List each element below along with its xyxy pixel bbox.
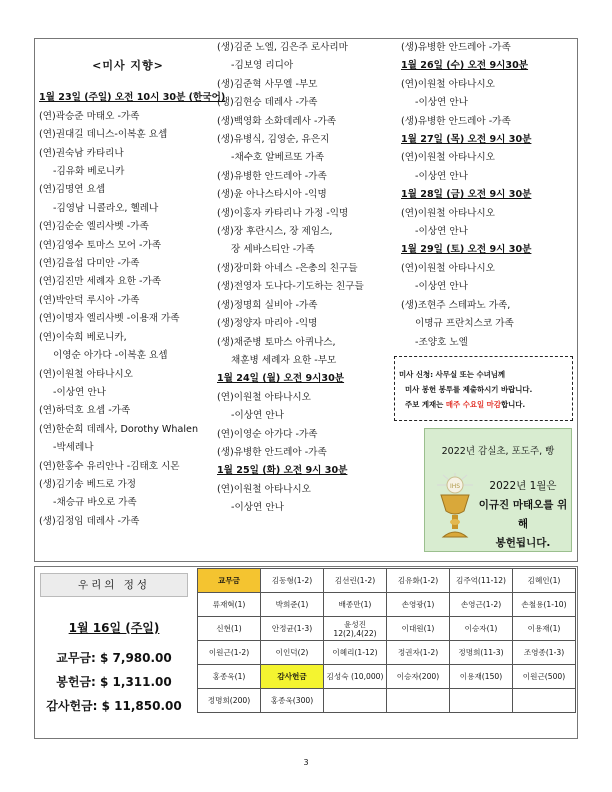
intention-line: 장 세바스티안 -가족: [231, 244, 315, 256]
donor-cell: 김성숙 (10,000): [324, 665, 387, 689]
intention-line: (생)정명희 실비아 -가족: [217, 299, 318, 311]
donor-cell: 이원근(500): [513, 665, 576, 689]
mass-request-notice: [394, 356, 573, 421]
donor-cell: 김선린(1-2): [324, 569, 387, 593]
donor-cell: [513, 689, 576, 713]
intentions-column-3: [401, 39, 577, 352]
intention-line: (연)이숙희 베로니카,: [39, 331, 127, 343]
donor-cell: 안정균(1-3): [261, 617, 324, 641]
notice-line-3a: 주보 게재는: [405, 400, 446, 409]
intentions-list-3: [401, 39, 577, 352]
intention-line: (생)김준 노엘, 김은주 로사리마: [217, 42, 348, 53]
notice-deadline: 매주 수요일 마감: [445, 400, 501, 409]
intention-line: (생)장 후란시스, 장 제임스,: [217, 226, 333, 238]
intention-line: (생)유병한 안드레아 -가족: [217, 446, 327, 458]
donor-cell: 손영광(1): [387, 593, 450, 617]
intention-line: (연)김진만 세례자 요한 -가족: [39, 276, 162, 288]
intention-line: 채훈병 세례자 요한 -부모: [231, 354, 337, 366]
donor-row: [198, 665, 576, 689]
intention-line: (연)김명연 요셉: [39, 184, 106, 196]
donor-cell: 이혜리(1-12): [324, 641, 387, 665]
offering-date: 1월 16일 (주일): [68, 621, 160, 635]
donor-cell: 감사헌금: [261, 665, 324, 689]
donor-cell: 배종만(1): [324, 593, 387, 617]
intention-line: (연)이명자 엘리사벳 -이용재 가족: [39, 313, 180, 325]
donor-cell: 이용재(1): [513, 617, 576, 641]
donor-cell: [450, 689, 513, 713]
mass-date-header: 1월 24일 (월) 오전 9시30분: [217, 373, 345, 385]
mass-date-header: 1월 23일 (주일) 오전 10시 30분 (한국어): [39, 92, 226, 104]
dedication-text: [477, 477, 569, 553]
notice-line-2: 미사 봉헌 봉투를 제출하시기 바랍니다.: [405, 385, 533, 394]
donor-cell: 김유화(1-2): [387, 569, 450, 593]
donor-cell: 김동형(1-2): [261, 569, 324, 593]
donor-cell: 이승자(200): [387, 665, 450, 689]
chalice-icon: [433, 471, 477, 545]
intention-line: (연)하덕호 요셉 -가족: [39, 405, 131, 417]
donor-cell: 박희준(1): [261, 593, 324, 617]
donor-cell: 김주억(11-12): [450, 569, 513, 593]
intention-line: (생)전영자 도나다-기도하는 친구들: [217, 281, 364, 293]
intention-line: (생)이홍자 카타리나 가정 -익명: [217, 207, 349, 219]
offering-summary: [35, 567, 193, 738]
intention-line: (연)김순순 엘리사벳 -가족: [39, 221, 149, 233]
intention-line: (연)이원철 아타나시오: [217, 483, 311, 495]
donor-row: [198, 569, 576, 593]
donor-cell: 정권자(1-2): [387, 641, 450, 665]
intention-line: -이상연 안나: [415, 281, 468, 293]
donor-cell: 류재혁(1): [198, 593, 261, 617]
intention-line: -김영남 니콜라오, 헬레나: [53, 202, 159, 214]
donor-row: [198, 689, 576, 713]
donor-cell: 교무금: [198, 569, 261, 593]
donor-cell: 신현(1): [198, 617, 261, 641]
intention-line: -이상연 안나: [415, 226, 468, 238]
donor-row: [198, 641, 576, 665]
donor-cell: 정명희(11-3): [450, 641, 513, 665]
donor-row: [198, 617, 576, 641]
intention-line: -김유화 베로니카: [53, 166, 125, 178]
notice-line-3: [399, 397, 568, 412]
intention-line: (생)조현주 스테파노 가족,: [401, 299, 511, 311]
donor-cell: 손영근(1-2): [450, 593, 513, 617]
donor-table: [197, 568, 576, 713]
page-number: 3: [303, 758, 309, 767]
intention-line: (생)장미화 아네스 -은총의 친구들: [217, 262, 358, 274]
dedication-title: 2022년 감실초, 포도주, 빵: [441, 446, 555, 457]
intention-line: (연)이영순 아가다 -가족: [217, 428, 318, 440]
intention-line: (연)이원철 아타나시오: [401, 262, 495, 274]
notice-line-1: 미사 신청: 사무실 또는 수녀님께: [399, 370, 506, 379]
intention-line: (생)유병한 안드레아 -가족: [217, 170, 327, 182]
intention-line: (연)이원철 아타나시오: [401, 207, 495, 219]
donor-cell: 조영종(1-3): [513, 641, 576, 665]
intention-line: (생)윤 아나스타시아 -익명: [217, 189, 327, 201]
donor-row: [198, 593, 576, 617]
intention-line: (연)박안덕 루시아 -가족: [39, 294, 140, 306]
offering-section: [34, 566, 578, 739]
svg-text:IHS: IHS: [449, 483, 461, 490]
dedication-line-2: 이규진 마태오를 위해: [478, 499, 568, 530]
donor-cell: 손철용(1-10): [513, 593, 576, 617]
intention-line: (연)이원철 아타나시오: [39, 368, 133, 380]
intention-line: (생)유병식, 김영순, 유은지: [217, 134, 330, 146]
notice-line-3b: 합니다.: [500, 400, 526, 409]
intention-line: (생)김준혁 사무엘 -부모: [217, 78, 318, 90]
donor-cell: 정명희(200): [198, 689, 261, 713]
mass-date-header: 1월 27일 (목) 오전 9시 30분: [401, 134, 532, 146]
intention-line: -이상연 안나: [415, 97, 468, 109]
intention-line: (생)채준병 토마스 아퀴나스,: [217, 336, 336, 348]
donor-cell: 이인덕(2): [261, 641, 324, 665]
donor-cell: 이승자(1): [450, 617, 513, 641]
intention-line: (연)권숙남 카타리나: [39, 147, 124, 159]
intention-line: (연)이원철 아타나시오: [401, 78, 495, 90]
intention-line: -이상연 안나: [231, 410, 284, 422]
donor-cell: [324, 689, 387, 713]
offering-dedication-box: [424, 428, 572, 552]
intentions-list-2: [217, 39, 401, 518]
intention-line: (생)김기송 베드로 가정: [39, 478, 136, 490]
intention-line: (연)곽승준 마태오 -가족: [39, 110, 140, 122]
intention-line: (연)이원철 아타나시오: [217, 391, 311, 403]
intention-line: -이상연 안나: [415, 170, 468, 182]
intention-line: (연)김을섭 다미안 -가족: [39, 258, 140, 270]
intentions-list-1: [39, 89, 226, 531]
intention-line: (생)유병한 안드레아 -가족: [401, 42, 511, 53]
donor-cell: 이용재(150): [450, 665, 513, 689]
donor-cell: 김혜인(1): [513, 569, 576, 593]
gyomu-total: 교무금: $ 7,980.00: [56, 651, 172, 665]
bongheon-total: 봉헌금: $ 1,311.00: [56, 675, 172, 689]
intention-line: -조양호 노엘: [415, 336, 468, 348]
intention-line: (연)한홍수 유리안나 -김태호 시몬: [39, 460, 180, 472]
donor-cell: 홍종욱(300): [261, 689, 324, 713]
intention-line: (연)한순희 데레사, Dorothy Whalen: [39, 423, 199, 435]
intention-line: 이명규 프란치스코 가족: [415, 318, 514, 330]
donor-cell: 이대원(1): [387, 617, 450, 641]
intention-line: -채승규 바오로 가족: [53, 497, 137, 509]
donor-cell: 홍종욱(1): [198, 665, 261, 689]
intentions-title: <미사 지향>: [92, 59, 164, 72]
mass-date-header: 1월 28일 (금) 오전 9시 30분: [401, 189, 532, 201]
intention-line: (생)김정임 데레사 -가족: [39, 515, 140, 527]
intention-line: -이상연 안나: [53, 386, 106, 398]
intention-line: 이영순 아가다 -이복훈 요셉: [53, 350, 168, 362]
intention-line: (생)정양자 마리아 -익명: [217, 318, 318, 330]
dedication-line-3: 봉헌됩니다.: [495, 537, 551, 549]
intention-line: (생)유병한 안드레아 -가족: [401, 115, 511, 127]
intention-line: (연)김영수 토마스 모어 -가족: [39, 239, 162, 251]
intentions-column-1: [39, 39, 226, 531]
donor-cell: [387, 689, 450, 713]
intention-line: (생)김현승 데레사 -가족: [217, 97, 318, 109]
intention-line: -김보영 리디아: [231, 60, 294, 72]
mass-date-header: 1월 26일 (수) 오전 9시30분: [401, 60, 529, 72]
gamsa-total: 감사헌금: $ 11,850.00: [46, 699, 182, 713]
donor-cell: 윤성진 12(2),4(22): [324, 617, 387, 641]
offering-heading: 우리의 정성: [40, 573, 188, 597]
intention-line: -채수호 알베르또 가족: [231, 152, 324, 164]
mass-date-header: 1월 25일 (화) 오전 9시 30분: [217, 465, 348, 477]
dedication-line-1: 2022년 1월은: [489, 480, 557, 492]
intention-line: (생)백영화 소화데레사 -가족: [217, 115, 336, 127]
mass-date-header: 1월 29일 (토) 오전 9시 30분: [401, 244, 532, 256]
donor-cell: 이원근(1-2): [198, 641, 261, 665]
intention-line: (연)이원철 아타나시오: [401, 152, 495, 164]
intention-line: (연)권대길 데니스-이복훈 요셉: [39, 129, 168, 141]
intention-line: -이상연 안나: [231, 502, 284, 514]
intention-line: -박세레나: [53, 442, 94, 454]
intentions-column-2: [217, 39, 401, 518]
